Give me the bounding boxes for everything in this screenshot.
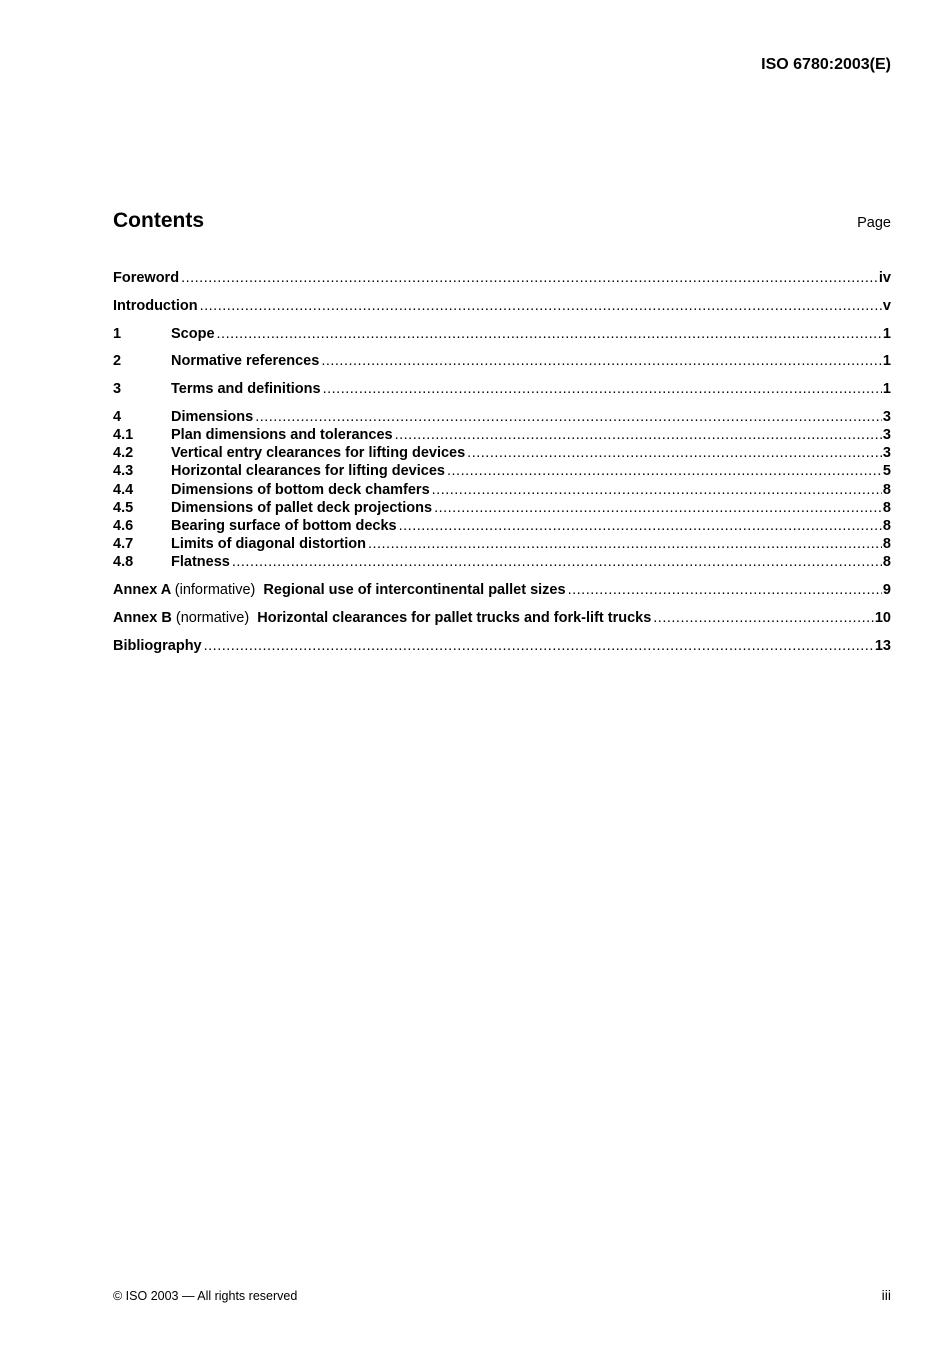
toc-entry-label: Annex B [113,609,172,626]
toc-entry-page: 5 [882,463,891,480]
toc-dot-leader [434,499,882,517]
contents-header [113,209,891,233]
toc-entry-number: 3 [113,381,122,398]
toc-entry-horizontal-clearances[interactable] [113,462,891,480]
toc-entry-bibliography[interactable] [113,637,891,655]
toc-entry-page: 8 [882,481,891,498]
toc-entry-page: 8 [882,518,891,535]
toc-entry-page: 1 [882,381,891,398]
toc-entry-scope[interactable] [113,325,891,343]
toc-dot-leader [368,535,882,553]
toc-entry-label: Flatness [171,554,230,571]
toc-entry-label: Scope [171,325,215,342]
toc-entry-label: Introduction [113,297,198,314]
toc-entry-foreword[interactable] [113,269,891,287]
toc-entry-number: 4.4 [113,481,134,498]
toc-entry-label: Plan dimensions and tolerances [171,427,393,444]
toc-dot-leader [204,637,874,655]
toc-entry-number: 4.6 [113,518,134,535]
toc-entry-number: 4.8 [113,554,134,571]
toc-entry-label: Bearing surface of bottom decks [171,518,397,535]
toc-dot-leader [467,444,882,462]
toc-entry-page: 3 [882,445,891,462]
toc-entry-label: Normative references [171,353,320,370]
footer-page-number: iii [881,1287,891,1303]
contents-title: Contents [113,209,204,232]
toc-entry-annex-title: Regional use of intercontinental pallet sizes [263,582,566,599]
toc-entry-normative-references[interactable] [113,352,891,370]
toc-entry-page: 3 [882,408,891,425]
document-code: ISO 6780:2003(E) [761,56,891,73]
toc-entry-page: 13 [874,637,891,654]
toc-entry-annex-a[interactable] [113,581,891,599]
toc-entry-plan-dimensions[interactable] [113,426,891,444]
toc-entry-number: 4.5 [113,499,134,516]
toc-entry-number: 1 [113,325,122,342]
toc-dot-leader [323,380,882,398]
toc-entry-label: Annex A [113,582,171,599]
footer-copyright: © ISO 2003 — All rights reserved [113,1289,298,1303]
toc-dot-leader [447,462,882,480]
toc-entry-introduction[interactable] [113,297,891,315]
table-of-contents [113,269,891,655]
toc-dot-leader [232,553,882,571]
toc-entry-terms-and-definitions[interactable] [113,380,891,398]
toc-entry-number: 2 [113,353,122,370]
toc-entry-annex-text [113,581,566,599]
toc-entry-bearing-surface[interactable] [113,517,891,535]
toc-dot-leader [217,325,882,343]
toc-entry-page: 8 [882,499,891,516]
toc-entry-number: 4.7 [113,536,134,553]
toc-entry-number: 4.3 [113,463,134,480]
toc-entry-pallet-deck-projections[interactable] [113,499,891,517]
toc-entry-label: Vertical entry clearances for lifting devices [171,445,466,462]
toc-entry-bottom-deck-chamfers[interactable] [113,481,891,499]
toc-dot-leader [255,408,882,426]
toc-dot-leader [432,481,882,499]
toc-dot-leader [181,269,878,287]
toc-entry-label: Terms and definitions [171,381,321,398]
toc-entry-page: 1 [882,325,891,342]
toc-entry-page: v [882,297,891,314]
toc-entry-dimensions[interactable] [113,408,891,426]
toc-entry-number: 4.1 [113,427,134,444]
toc-entry-page: 9 [882,582,891,599]
toc-entry-diagonal-distortion[interactable] [113,535,891,553]
contents-page-label: Page [857,215,891,231]
toc-entry-page: 10 [874,609,891,626]
toc-entry-number: 4.2 [113,445,134,462]
toc-entry-flatness[interactable] [113,553,891,571]
toc-entry-page: 3 [882,427,891,444]
toc-entry-page: 1 [882,353,891,370]
toc-entry-vertical-entry-clearances[interactable] [113,444,891,462]
toc-entry-annex-title: Horizontal clearances for pallet trucks and fork-lift trucks [257,609,652,626]
toc-entry-page: iv [878,270,891,286]
toc-entry-label: Dimensions of bottom deck chamfers [171,481,430,498]
toc-dot-leader [321,352,882,370]
toc-dot-leader [200,297,882,315]
toc-entry-annex-b[interactable] [113,609,891,627]
toc-entry-label: Foreword [113,270,180,286]
toc-entry-page: 8 [882,554,891,571]
toc-entry-annex-type: (normative) [175,609,250,626]
toc-dot-leader [395,426,882,444]
toc-entry-label: Bibliography [113,637,202,654]
toc-entry-annex-type: (informative) [174,582,256,599]
toc-entry-label: Dimensions [171,408,254,425]
toc-entry-page: 8 [882,536,891,553]
toc-dot-leader [653,609,874,627]
toc-entry-label: Limits of diagonal distortion [171,536,366,553]
toc-entry-annex-text [113,609,651,627]
toc-dot-leader [568,581,882,599]
toc-entry-label: Dimensions of pallet deck projections [171,499,433,516]
toc-entry-label: Horizontal clearances for lifting devices [171,463,445,480]
toc-dot-leader [399,517,882,535]
toc-entry-number: 4 [113,408,122,425]
